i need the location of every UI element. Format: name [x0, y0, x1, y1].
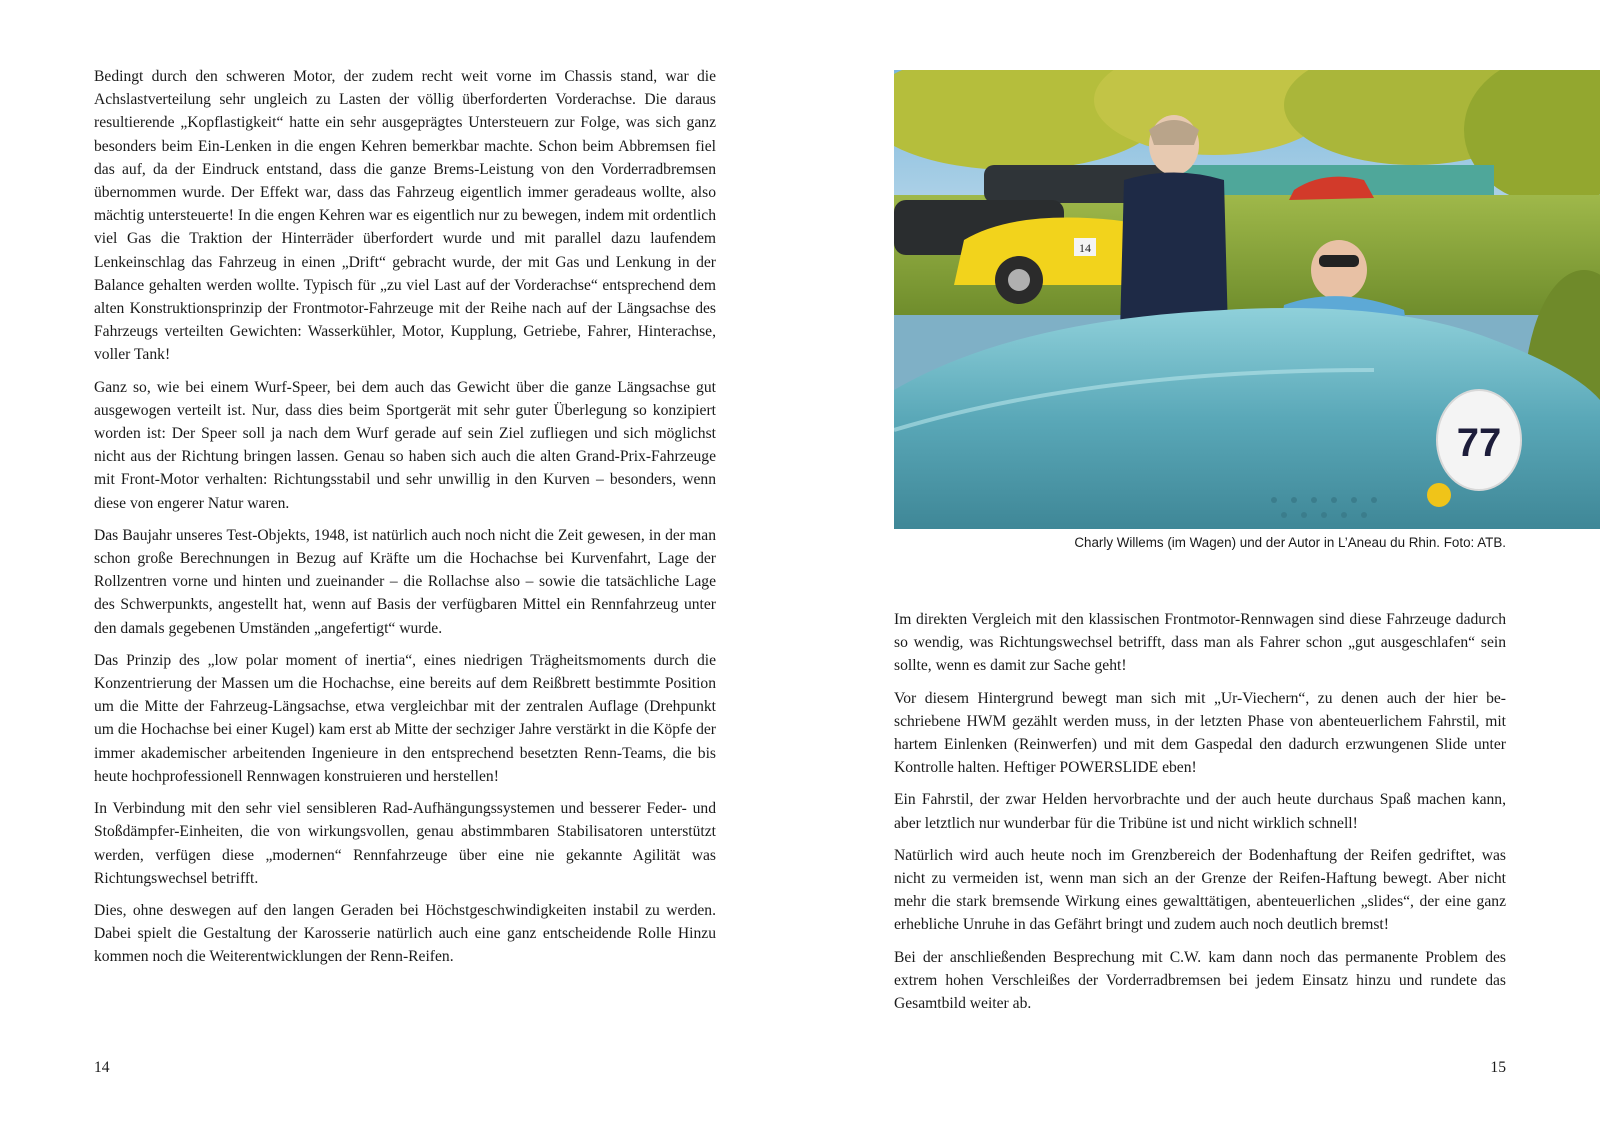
page-number: 14 [94, 1059, 110, 1076]
paragraph: Dies, ohne deswegen auf den langen Geraden bei Höchstgeschwindigkeiten instabil zu werden. Dabei spielt die Gestaltung der Karosserie natürlich auch eine ganz entscheidende Rolle Hinzu kommen noch die Weiterentwicklungen der Renn-Reifen. [94, 901, 716, 966]
left-text-column [94, 65, 716, 978]
race-car-photo [894, 70, 1600, 529]
right-text-column [894, 608, 1506, 1024]
paragraph: Bedingt durch den schweren Motor, der zudem recht weit vorne im Chassis stand, war die Achslastverteilung sehr ungleich zu Lasten der völlig überforderten Vorderachse. Die daraus resultierende „Kopflastigkeit“ hatte ein sehr ausgeprägtes Untersteuern zur Folge, was sich ganz besonders beim Ein-Lenken in die engen Kehren bemerkbar machte. Schon beim Abbremsen fiel das auf, da der Eindruck entstand, dass die ganze Brems-Leistung von den Vorderradbremsen übernommen wurde. Der Effekt war, dass das Fahrzeug eigentlich immer geradeaus wollte, also mächtig untersteuerte! In die engen Kehren war es eigentlich nur zu bewegen, indem mit ordentlich viel Gas die Traktion der Hinterräder überfordert wurde und mit parallel dazu laufendem Lenkeinschlag das Fahrzeug in einen „Drift“ gebracht wurde, der mit Gas und Lenkung in der Balance gehalten werden wollte. Typisch für „zu viel Last auf der Vorderachse“ entsprechend dem alten Konstruktionsprinzip der Frontmotor-Fahrzeuge mit der Reihe nach auf der Längsachse des Fahrzeugs verteilten Gewichten: Wasserkühler, Motor, Kupplung, Getriebe, Fahrer, Hinterachse, voller Tank! [94, 68, 716, 364]
paragraph: Vor diesem Hintergrund bewegt man sich mit „Ur-Viechern“, zu denen auch der hier beschriebene HWM gezählt werden muss, in der letzten Phase von abenteuerlichem Fahrstil, mit hartem Einlenken (Reinwerfen) und mit dem Gaspedal den dadurch erzwungenen Slide unter Kontrolle halten. Heftiger POWERSLIDE eben! [894, 689, 1506, 777]
paragraph: Ein Fahrstil, der zwar Helden hervorbrachte und der auch heute durchaus Spaß machen kann, aber letztlich nur wunderbar für die Tribüne ist und nicht wirklich schnell! [894, 791, 1506, 832]
photo-caption: Charly Willems (im Wagen) und der Autor in L’Aneau du Rhin. Foto: ATB. [1074, 535, 1506, 550]
car-number-label: 77 [1456, 421, 1502, 465]
paragraph: Im direkten Vergleich mit den klassischen Frontmotor-Rennwagen sind diese Fahrzeuge dadurch so wendig, was Richtungswechsel betrifft, dass man als Fahrer schon „gut ausgeschlafen“ sein sollte, wenn es damit zur Sache geht! [894, 611, 1506, 675]
right-page [800, 0, 1600, 1129]
paragraph: Ganz so, wie bei einem Wurf-Speer, bei dem auch das Gewicht über die ganze Längsachse gut ausgewogen verteilt ist. Nur, dass dies beim Sportgerät mit sehr guter Überlegung so konzipiert worden ist: Der Speer soll ja nach dem Wurf gerade auf sein Ziel zufliegen und sich möglichst nicht aus der Richtung bringen lassen. Genau so haben sich auch die alten Grand-Prix-Fahrzeuge mit Front-Motor verhalten: Richtungsstabil und sehr unwillig in den Kurven – besonders, wenn diese von engerer Natur waren. [94, 378, 716, 512]
paragraph: Das Prinzip des „low polar moment of inertia“, eines niedrigen Trägheitsmoments durch die Konzentrierung der Massen um die Hochachse, eine bereits auf dem Reißbrett bestimmte Position um die Mitte der Fahrzeug-Längsachse, etwa vergleichbar mit der zentralen Auflage (Drehpunkt um die Hochachse bei einer Kugel) kam erst ab Mitte der sechziger Jahre verstärkt in die Köpfe der immer akademischer arbeitenden Ingenieure in den entsprechend besetzten Renn-Teams, die bis heute hochprofessionell Rennwagen konstruieren und herstellen! [94, 651, 716, 785]
paragraph: Das Baujahr unseres Test-Objekts, 1948, ist natürlich auch noch nicht die Zeit gewesen, in der man schon große Berechnungen in Bezug auf Kräfte um die Hochachse bei Kurvenfahrt, Lage der Rollzentren vorne und hinten und zueinander – die Rollachse also – sowie die tatsächliche Lage des Schwerpunkts, angestellt hat, wenn auf Basis der verfügbaren Mittel ein Rennfahrzeug unter den damals gegebenen Umständen „angefertigt“ wurde. [94, 526, 716, 637]
paragraph: In Verbindung mit den sehr viel sensibleren Rad-Aufhängungssystemen und besserer Feder- und Stoßdämpfer-Einheiten, die von wirkungsvollen, genau abstimmbaren Stabilisatoren unterstützt werden, verfügen diese „modernen“ Rennfahrzeuge über eine nie gekannte Agilität was Richtungswechsel betrifft. [94, 800, 716, 887]
paragraph: Bei der anschließenden Besprechung mit C.W. kam dann noch das permanente Problem des extrem hohen Verschleißes der Vorderradbremsen bei jedem Einsatz hinzu und rundete das Gesamtbild weiter ab. [894, 948, 1506, 1013]
page-number: 15 [1490, 1059, 1506, 1076]
photo-illustration [894, 70, 1600, 529]
paragraph: Natürlich wird auch heute noch im Grenzbereich der Bodenhaftung der Reifen gedriftet, was nicht zu vermeiden ist, wenn man sich an der Grenze der Reifen-Haftung bewegt. Aber nicht mehr die stark bremsende Wirkung eines gewalttätigen, abenteuerlichen „slides“, der eine ganz erhebliche Unruhe in das Gefährt bringt und zudem auch noch deutlich bremst! [894, 846, 1506, 934]
plate-number-label: 14 [1079, 241, 1091, 255]
